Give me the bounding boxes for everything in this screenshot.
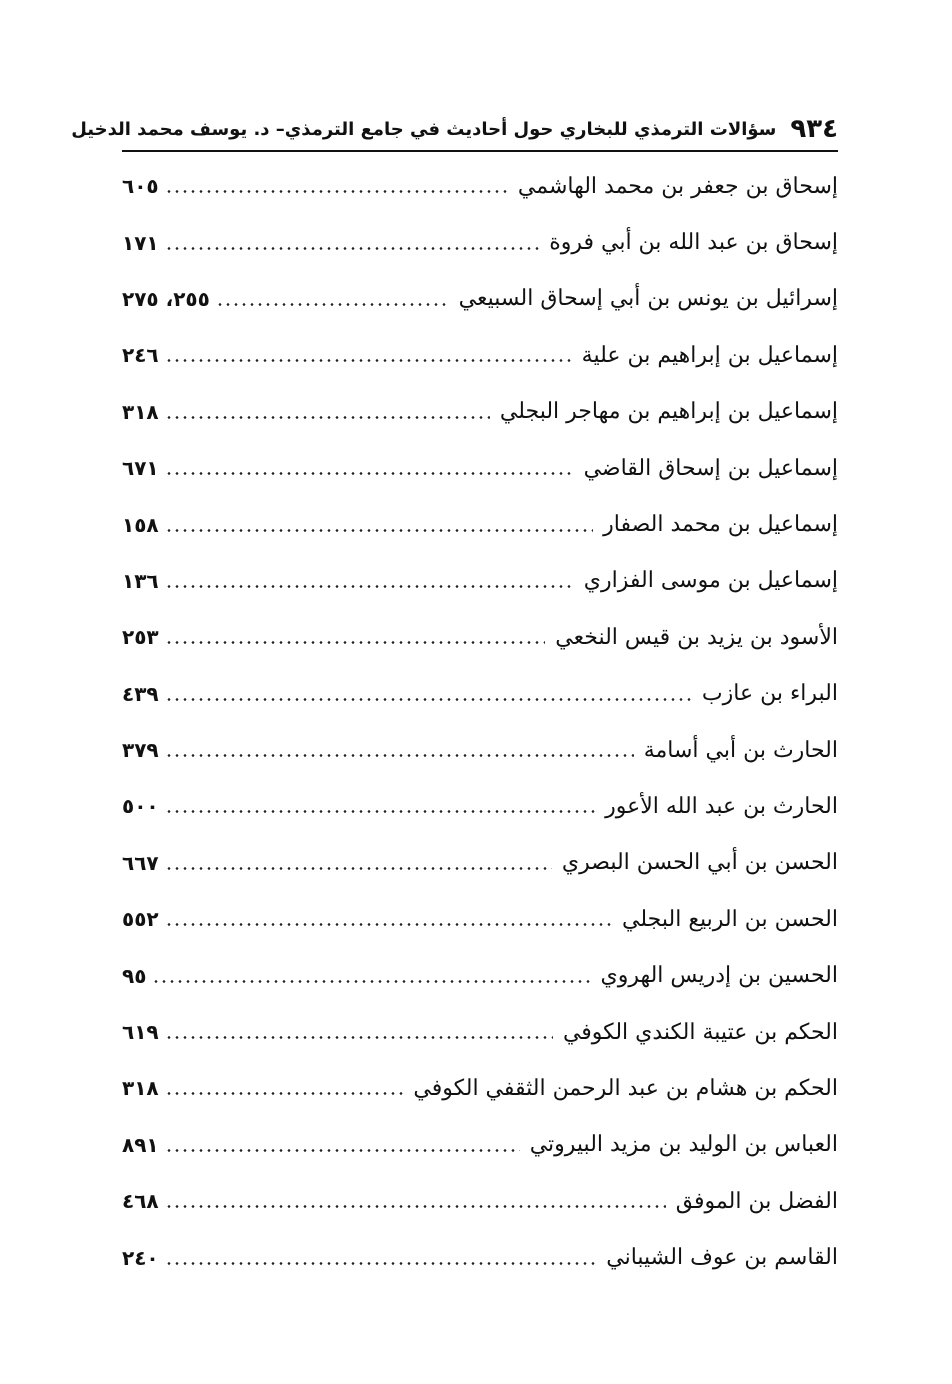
entry-pages: ١٣٦ — [122, 568, 159, 593]
entry-pages: ٣٧٩ — [122, 738, 159, 763]
index-entry — [122, 609, 838, 665]
dot-leader — [152, 965, 590, 987]
index-entry — [122, 553, 838, 609]
entry-pages: ١٥٨ — [122, 512, 159, 537]
dot-leader — [216, 288, 449, 310]
index-entry — [122, 440, 838, 496]
dot-leader — [165, 514, 594, 536]
entry-pages: ٢٥٥، ٢٧٥ — [122, 286, 210, 311]
entry-pages: ٢٤٦ — [122, 343, 159, 368]
entry-name: الحسن بن أبي الحسن البصري — [561, 850, 838, 876]
entry-name: إسماعيل بن محمد الصفار — [603, 512, 838, 538]
dot-leader — [165, 683, 692, 705]
entry-name: الحسين بن إدريس الهروي — [600, 963, 838, 989]
dot-leader — [165, 457, 574, 479]
dot-leader — [165, 175, 508, 197]
entry-pages: ٥٥٢ — [122, 907, 159, 932]
entry-name: إسماعيل بن إسحاق القاضي — [583, 455, 838, 481]
dot-leader — [165, 1077, 404, 1099]
index-entry — [122, 1060, 838, 1116]
entry-pages: ٨٩١ — [122, 1132, 159, 1157]
dot-leader — [165, 1247, 597, 1269]
index-entry — [122, 1117, 838, 1173]
running-header — [71, 108, 838, 152]
entry-pages: ١٧١ — [122, 230, 159, 255]
entry-pages: ٦٠٥ — [122, 174, 159, 199]
entry-name: إسماعيل بن إبراهيم بن علية — [581, 342, 838, 368]
entry-pages: ٦٧١ — [122, 456, 159, 481]
entry-pages: ٢٥٣ — [122, 625, 159, 650]
index-entry — [122, 1229, 838, 1285]
index-entry — [122, 384, 838, 440]
dot-leader — [165, 344, 572, 366]
entry-pages: ٦١٩ — [122, 1020, 159, 1045]
dot-leader — [165, 908, 612, 930]
dot-leader — [165, 1190, 666, 1212]
dot-leader — [165, 232, 540, 254]
entry-name: البراء بن عازب — [701, 681, 838, 707]
entry-name: الفضل بن الموفق — [675, 1188, 838, 1214]
index-entry — [122, 778, 838, 834]
entry-name: العباس بن الوليد بن مزيد البيروتي — [529, 1132, 838, 1158]
index-entry — [122, 327, 838, 383]
entry-name: الحكم بن عتيبة الكندي الكوفي — [562, 1019, 838, 1045]
entry-name: إسماعيل بن إبراهيم بن مهاجر البجلي — [499, 399, 838, 425]
index-entry — [122, 891, 838, 947]
dot-leader — [165, 570, 574, 592]
entry-name: إسحاق بن عبد الله بن أبي فروة — [549, 230, 838, 256]
entry-pages: ٩٥ — [122, 963, 147, 988]
entry-pages: ٤٣٩ — [122, 681, 159, 706]
dot-leader — [165, 1021, 553, 1043]
entry-pages: ٤٦٨ — [122, 1189, 159, 1214]
index-list — [122, 158, 838, 1286]
entry-pages: ٣١٨ — [122, 1076, 159, 1101]
index-entry — [122, 496, 838, 552]
entry-name: الحسن بن الربيع البجلي — [622, 906, 838, 932]
entry-pages: ٢٤٠ — [122, 1245, 159, 1270]
dot-leader — [165, 739, 634, 761]
dot-leader — [165, 795, 595, 817]
entry-pages: ٥٠٠ — [122, 794, 159, 819]
entry-name: الحارث بن عبد الله الأعور — [605, 793, 838, 819]
page-number: ٩٣٤ — [790, 114, 838, 144]
entry-name: الحكم بن هشام بن عبد الرحمن الثقفي الكوفي — [413, 1075, 838, 1101]
index-entry — [122, 271, 838, 327]
index-entry — [122, 947, 838, 1003]
running-title: سؤالات الترمذي للبخاري حول أحاديث في جامع الترمذي– د. يوسف محمد الدخيل — [71, 118, 777, 140]
entry-name: الأسود بن يزيد بن قيس النخعي — [555, 624, 838, 650]
index-entry — [122, 158, 838, 214]
index-entry — [122, 1173, 838, 1229]
index-entry — [122, 722, 838, 778]
entry-name: الحارث بن أبي أسامة — [643, 737, 838, 763]
index-entry — [122, 1004, 838, 1060]
entry-name: إسرائيل بن يونس بن أبي إسحاق السبيعي — [458, 286, 838, 312]
dot-leader — [165, 852, 552, 874]
dot-leader — [165, 401, 490, 423]
dot-leader — [165, 1134, 520, 1156]
entry-name: إسحاق بن جعفر بن محمد الهاشمي — [517, 173, 838, 199]
index-entry — [122, 835, 838, 891]
entry-name: القاسم بن عوف الشيباني — [606, 1245, 838, 1271]
entry-pages: ٣١٨ — [122, 399, 159, 424]
index-entry — [122, 214, 838, 270]
dot-leader — [165, 626, 546, 648]
entry-name: إسماعيل بن موسى الفزاري — [583, 568, 838, 594]
index-entry — [122, 666, 838, 722]
entry-pages: ٦٦٧ — [122, 850, 159, 875]
